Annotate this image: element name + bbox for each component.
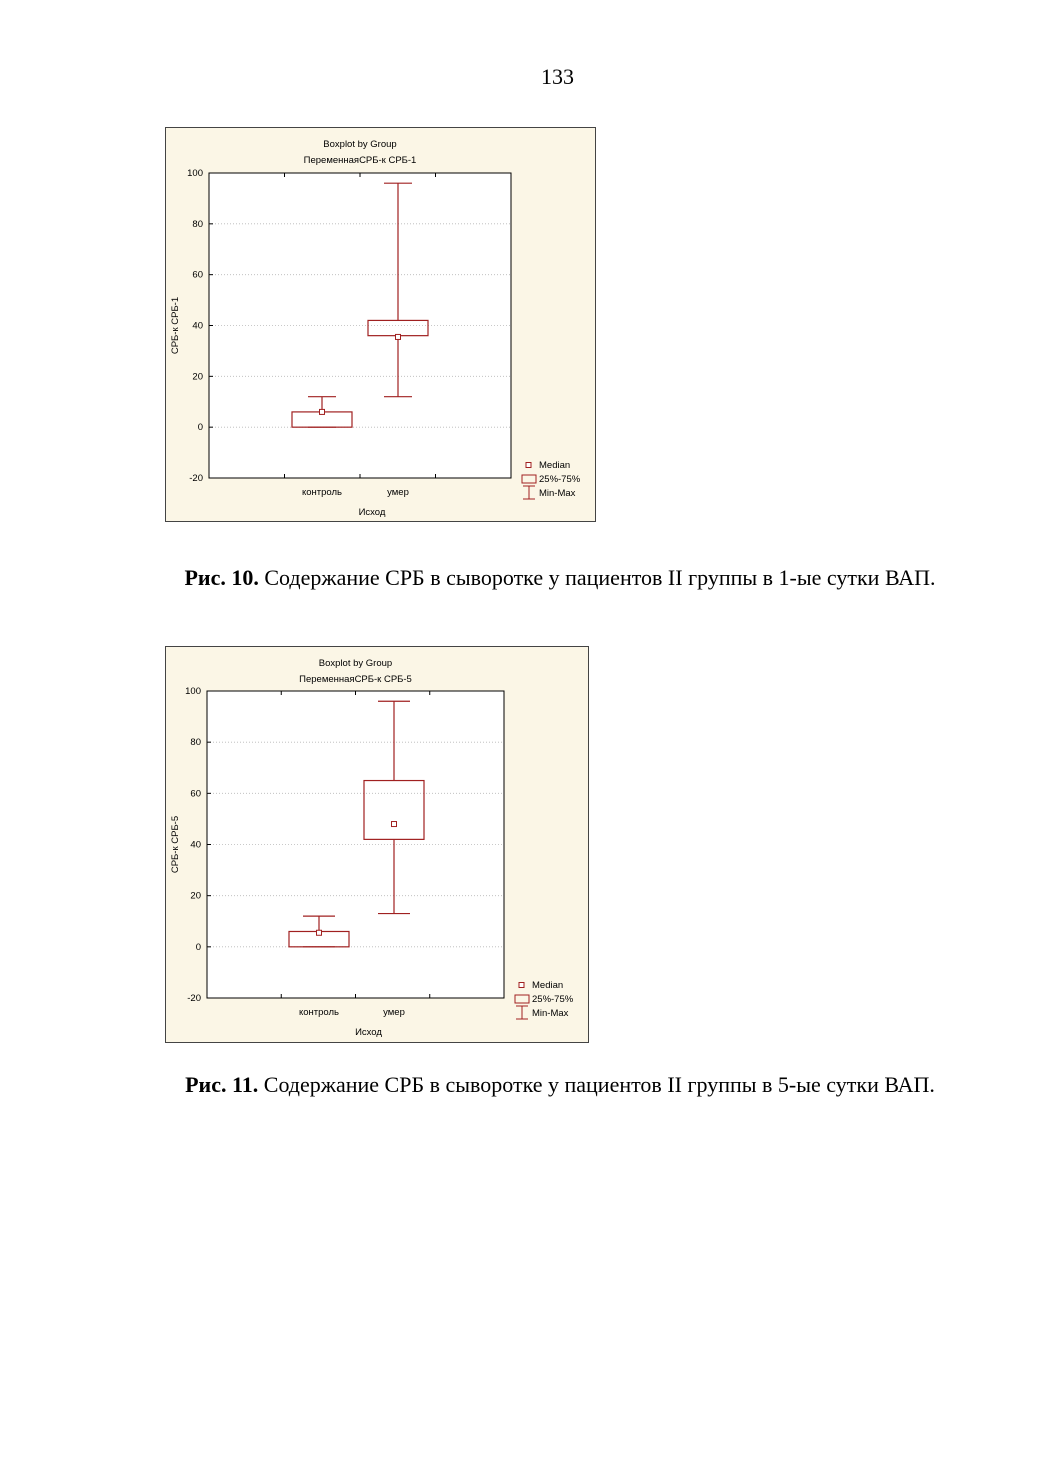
legend-median-marker — [526, 463, 531, 468]
y-tick-label: 60 — [190, 788, 201, 800]
chart-title: Boxplot by Group — [323, 139, 397, 150]
legend-entry-iqr: 25%-75% — [539, 474, 581, 485]
caption-2-text: Содержание СРБ в сыворотке у пациентов II группы в 5-ые сутки ВАП. — [263, 1072, 935, 1097]
y-tick-label: 20 — [190, 890, 201, 902]
chart-title: Boxplot by Group — [318, 658, 393, 669]
y-tick-label: 0 — [197, 422, 203, 434]
caption-2-label: Рис. 11. — [185, 1072, 259, 1097]
y-tick-label: 0 — [195, 941, 201, 953]
legend-entry-median: Median — [539, 460, 571, 471]
figure-caption-1 — [130, 559, 990, 597]
y-tick-label: -20 — [189, 473, 203, 484]
caption-1-label: Рис. 10. — [184, 565, 259, 590]
x-axis-label: Исход — [355, 1027, 382, 1038]
x-category-label: контроль — [302, 487, 342, 498]
legend-entry-median: Median — [532, 980, 564, 991]
figure-caption-2 — [130, 1066, 990, 1104]
y-tick-label: 40 — [190, 839, 201, 851]
caption-1-text: Содержание СРБ в сыворотке у пациентов II группы в 1-ые сутки ВАП. — [264, 565, 936, 590]
legend-entry-minmax: Min-Max — [539, 488, 576, 499]
y-tick-label: 80 — [190, 737, 201, 749]
legend-entry-minmax: Min-Max — [532, 1008, 569, 1019]
boxplot-chart-2 — [165, 646, 589, 1043]
y-tick-label: 100 — [187, 168, 203, 179]
page-number: 133 — [541, 64, 574, 89]
chart-1-svg — [166, 128, 597, 523]
x-category-label: умер — [383, 1007, 405, 1018]
boxplot-chart-1 — [165, 127, 596, 522]
legend-median-marker — [519, 983, 524, 988]
y-tick-label: 60 — [192, 269, 203, 281]
legend-box-marker — [522, 475, 536, 483]
legend-entry-iqr: 25%-75% — [532, 994, 574, 1005]
y-tick-label: 100 — [185, 686, 201, 697]
y-axis-label: СРБ-к СРБ-1 — [170, 296, 181, 355]
chart-2-svg — [166, 647, 590, 1044]
median-marker — [317, 930, 322, 935]
legend-box-marker — [515, 995, 529, 1003]
x-category-label: контроль — [299, 1007, 339, 1018]
y-tick-label: -20 — [187, 993, 201, 1004]
chart-subtitle: ПеременнаяСРБ-к СРБ-1 — [303, 155, 417, 166]
y-tick-label: 40 — [192, 320, 203, 332]
median-marker — [396, 334, 401, 339]
x-axis-label: Исход — [358, 507, 386, 518]
y-tick-label: 80 — [192, 218, 203, 230]
y-axis-label: СРБ-к СРБ-5 — [170, 815, 181, 874]
x-category-label: умер — [387, 487, 409, 498]
median-marker — [320, 409, 325, 414]
chart-subtitle: ПеременнаяСРБ-к СРБ-5 — [299, 674, 412, 685]
y-tick-label: 20 — [192, 371, 203, 383]
median-marker — [392, 822, 397, 827]
